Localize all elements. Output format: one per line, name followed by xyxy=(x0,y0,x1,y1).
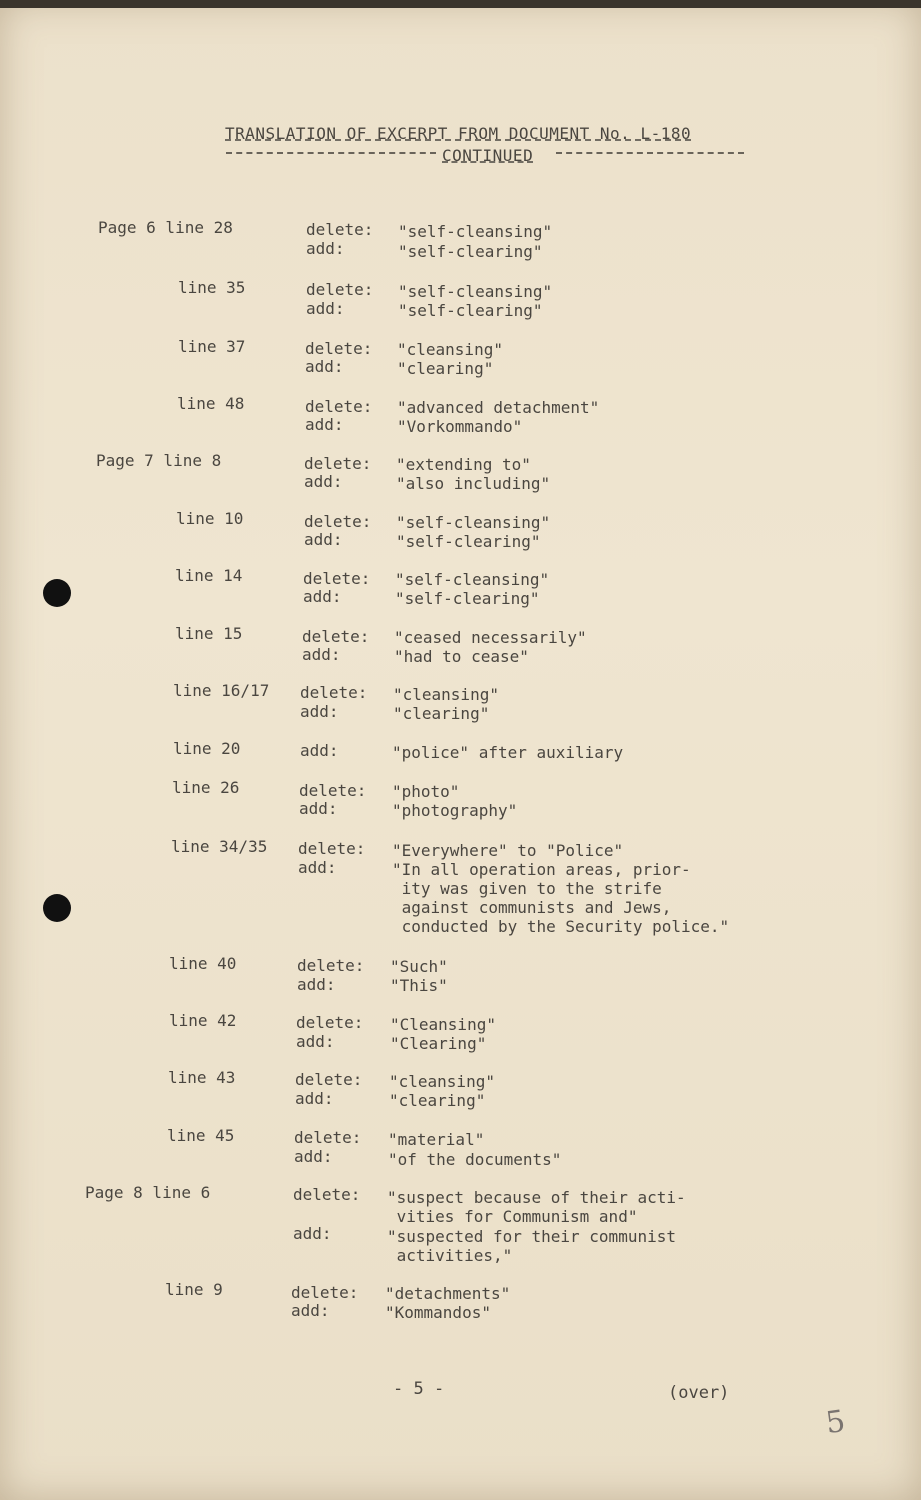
add-label: add: xyxy=(298,858,337,877)
delete-text: "ceased necessarily" xyxy=(394,628,587,647)
delete-text: "Cleansing" xyxy=(390,1015,496,1034)
entry-reference: line 48 xyxy=(177,394,245,413)
entry-reference: line 42 xyxy=(169,1011,237,1030)
add-label: add: xyxy=(304,530,343,549)
add-text: "clearing" xyxy=(397,359,494,378)
add-label: add: xyxy=(303,587,342,606)
dashed-rule xyxy=(556,152,744,154)
add-label: add: xyxy=(299,799,338,818)
delete-text: "cleansing" xyxy=(397,340,503,359)
add-text: "clearing" xyxy=(389,1091,486,1110)
add-label: add: xyxy=(302,645,341,664)
delete-label: delete: xyxy=(297,956,365,975)
entry-reference: line 16/17 xyxy=(173,681,270,700)
entry-reference: line 35 xyxy=(178,278,246,297)
delete-label: delete: xyxy=(300,683,368,702)
add-text: "Vorkommando" xyxy=(397,417,523,436)
entry-reference: line 43 xyxy=(168,1068,236,1087)
add-label: add: xyxy=(295,1089,334,1108)
add-label: add: xyxy=(294,1147,333,1166)
add-label: add: xyxy=(304,472,343,491)
punch-hole xyxy=(43,894,71,922)
add-label: add: xyxy=(297,975,336,994)
delete-label: delete: xyxy=(304,512,372,531)
add-text: "self-clearing" xyxy=(396,532,541,551)
correction-entry xyxy=(0,1280,511,1413)
entry-reference: Page 8 line 6 xyxy=(85,1183,211,1202)
delete-label: delete: xyxy=(302,627,370,646)
add-label: add: xyxy=(305,357,344,376)
delete-label: delete: xyxy=(306,280,374,299)
delete-text: "advanced detachment" xyxy=(397,398,600,417)
delete-label: delete: xyxy=(291,1283,359,1302)
add-text: "photography" xyxy=(392,801,518,820)
delete-text: "Everywhere" to "Police" xyxy=(392,841,624,860)
entry-reference: line 26 xyxy=(172,778,240,797)
delete-label: delete: xyxy=(305,339,373,358)
dashed-rule xyxy=(226,152,436,154)
delete-label: delete: xyxy=(304,454,372,473)
entry-reference: line 37 xyxy=(178,337,246,356)
entry-reference: line 14 xyxy=(175,566,243,585)
entry-reference: line 10 xyxy=(176,509,244,528)
add-label: add: xyxy=(296,1032,335,1051)
delete-label: delete: xyxy=(303,569,371,588)
delete-label: delete: xyxy=(306,220,374,239)
punch-hole xyxy=(43,579,71,607)
add-text: "In all operation areas, prior- ity was given to the strife against communists and Jews, conducted by the Security police." xyxy=(392,860,730,936)
delete-text: "self-cleansing" xyxy=(398,222,553,241)
page-title: TRANSLATION OF EXCERPT FROM DOCUMENT No. L-180 xyxy=(225,124,692,143)
add-text: "police" after auxiliary xyxy=(392,743,624,762)
delete-label: delete: xyxy=(305,397,373,416)
add-label: add: xyxy=(291,1301,330,1320)
delete-text: "self-cleansing" xyxy=(398,282,553,301)
delete-label: delete: xyxy=(294,1128,362,1147)
delete-text: "suspect because of their acti- vities for Communism and" xyxy=(387,1188,686,1226)
delete-label: delete: xyxy=(296,1013,364,1032)
delete-text: "self-cleansing" xyxy=(396,513,551,532)
add-label: add: xyxy=(306,239,345,258)
add-text: "self-clearing" xyxy=(398,242,543,261)
add-text: "had to cease" xyxy=(394,647,529,666)
add-label: add: xyxy=(300,702,339,721)
add-text: "self-clearing" xyxy=(398,301,543,320)
add-text: "Kommandos" xyxy=(385,1303,491,1322)
delete-text: "cleansing" xyxy=(389,1072,495,1091)
delete-text: "detachments" xyxy=(385,1284,511,1303)
delete-label: delete: xyxy=(295,1070,363,1089)
entry-reference: line 34/35 xyxy=(171,837,268,856)
add-text: "also including" xyxy=(396,474,551,493)
delete-text: "Such" xyxy=(390,957,448,976)
delete-label: delete: xyxy=(298,839,366,858)
delete-text: "material" xyxy=(388,1130,485,1149)
add-text: "suspected for their communist activities," xyxy=(387,1227,676,1265)
entry-reference: line 40 xyxy=(169,954,237,973)
entry-reference: Page 6 line 28 xyxy=(98,218,233,237)
add-text: "self-clearing" xyxy=(395,589,540,608)
over-note: (over) xyxy=(668,1383,730,1403)
handwritten-page-mark: 5 xyxy=(823,1403,848,1442)
delete-label: delete: xyxy=(299,781,367,800)
add-text: "of the documents" xyxy=(388,1150,562,1169)
add-label: add: xyxy=(306,299,345,318)
entry-reference: Page 7 line 8 xyxy=(96,451,222,470)
delete-text: "self-cleansing" xyxy=(395,570,550,589)
add-label: add: xyxy=(305,415,344,434)
delete-text: "photo" xyxy=(392,782,460,801)
page-number: - 5 - xyxy=(393,1379,445,1399)
entry-reference: line 20 xyxy=(173,739,241,758)
entry-reference: line 45 xyxy=(167,1126,235,1145)
entry-reference: line 15 xyxy=(175,624,243,643)
delete-text: "extending to" xyxy=(396,455,531,474)
add-text: "clearing" xyxy=(393,704,490,723)
entry-reference: line 9 xyxy=(165,1280,223,1299)
add-text: "This" xyxy=(390,976,448,995)
page-subtitle: CONTINUED xyxy=(442,146,534,165)
delete-label: delete: xyxy=(293,1185,361,1204)
add-label: add: xyxy=(293,1224,332,1243)
delete-text: "cleansing" xyxy=(393,685,499,704)
add-text: "Clearing" xyxy=(390,1034,487,1053)
add-label: add: xyxy=(300,741,339,760)
